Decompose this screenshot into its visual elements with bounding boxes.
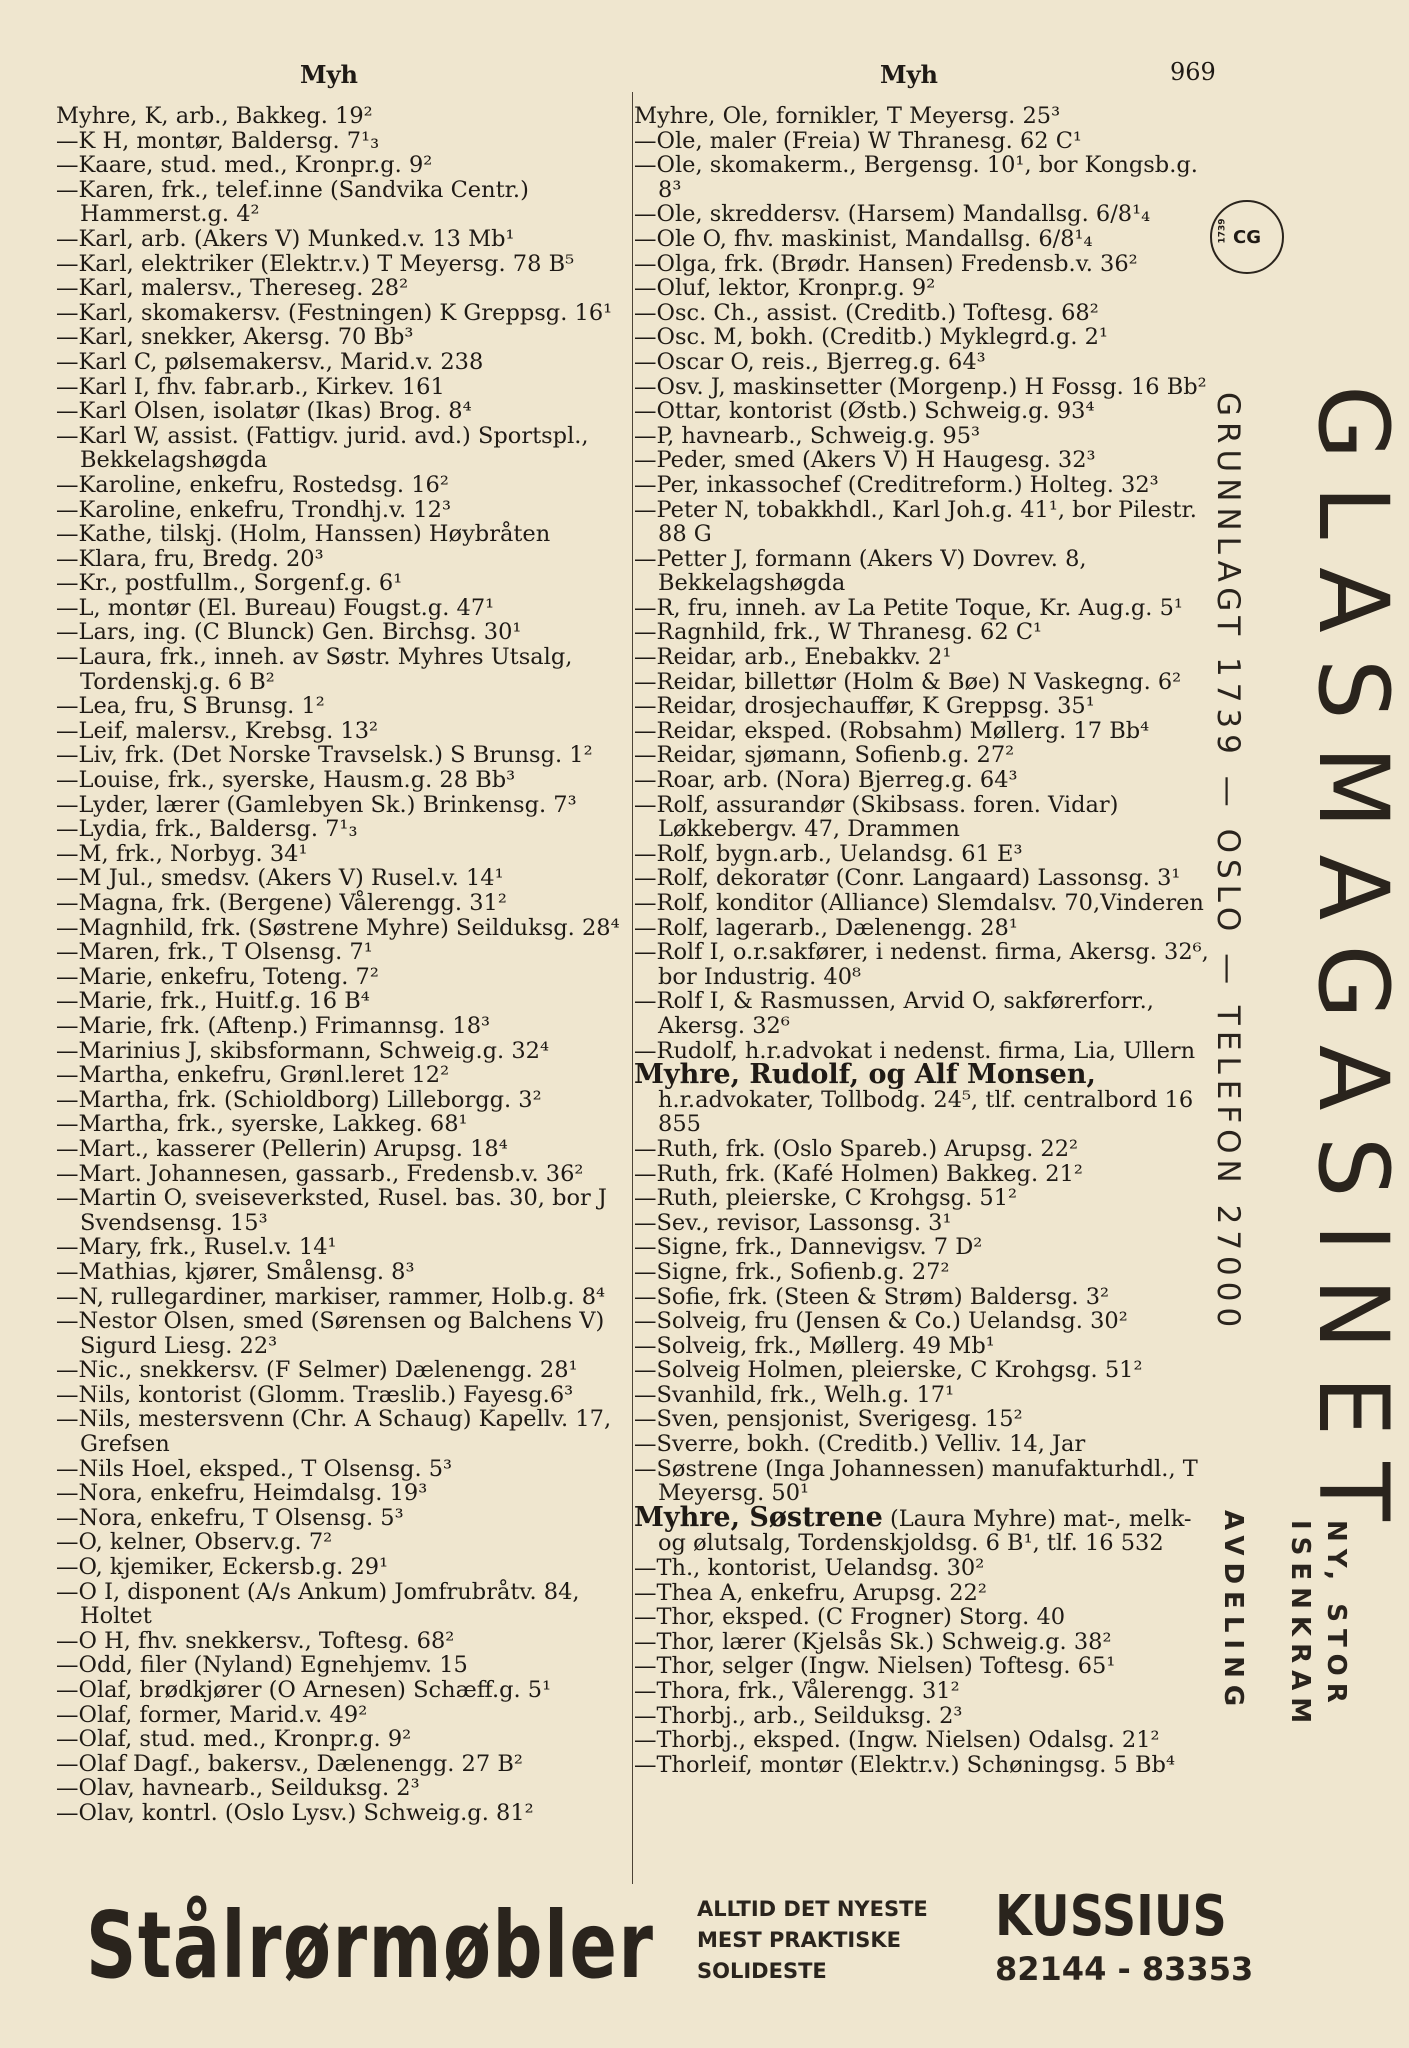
extra-2: AVDELING [1218, 1510, 1248, 1714]
directory-entry: —R, fru, inneh. av La Petite Toque, Kr. Aug.g. 5¹ [634, 594, 1183, 621]
directory-entry: —Thorbj., eksped. (Ingw. Nielsen) Odalsg. 21² [634, 1727, 1160, 1754]
directory-entry: —Peter N, tobakkhdl., Karl Joh.g. 41¹, bor Pilestr. 88 G [634, 496, 1197, 548]
ad-tagline-3: SOLIDESTE [697, 1959, 827, 1983]
directory-entry: —Signe, frk., Sofienb.g. 27² [634, 1258, 950, 1285]
directory-entry: —K H, montør, Baldersg. 7¹₃ [56, 127, 380, 154]
directory-entry: —Thora, frk., Vålerengg. 31² [634, 1678, 960, 1704]
directory-entry: —Karoline, enkefru, Trondhj.v. 12³ [56, 496, 451, 523]
directory-entry: —Mart., kasserer (Pellerin) Arupsg. 18⁴ [56, 1135, 508, 1162]
right-column [634, 104, 1210, 1777]
directory-entry: —Nils Hoel, eksped., T Olsensg. 5³ [56, 1455, 453, 1482]
directory-entry: Myhre, K, arb., Bakkeg. 19² [56, 103, 373, 129]
directory-heading: Myhre, Rudolf, og Alf Monsen, [634, 1059, 1096, 1091]
directory-entry: —Ruth, frk. (Kafé Holmen) Bakkeg. 21² [634, 1160, 1083, 1187]
directory-entry: —Ole O, fhv. maskinist, Mandallsg. 6/8¹₄ [634, 225, 1093, 252]
glasmagasinet-extra-2 [1218, 1510, 1248, 1713]
directory-entry: —Karl Olsen, isolatør (Ikas) Brog. 8⁴ [56, 398, 472, 425]
ad-tagline-2: MEST PRAKTISKE [697, 1928, 901, 1952]
directory-entry: —Klara, fru, Bredg. 20³ [56, 545, 324, 572]
directory-entry: —Olaf, former, Marid.v. 49² [56, 1701, 368, 1728]
directory-entry: —Solveig, fru (Jensen & Co.) Uelandsg. 30² [634, 1308, 1128, 1335]
directory-entry: —Ottar, kontorist (Østb.) Schweig.g. 93⁴ [634, 398, 1095, 425]
directory-entry: —Liv, frk. (Det Norske Travselsk.) S Brunsg. 1² [56, 742, 593, 769]
directory-entry: —Mart. Johannesen, gassarb., Fredensb.v. 36² [56, 1160, 584, 1187]
directory-entry: —Rolf, dekoratør (Conr. Langaard) Lassonsg. 3¹ [634, 865, 1181, 892]
glasmagasinet-logo [1210, 200, 1284, 274]
directory-entry: —Ole, skomakerm., Bergensg. 10¹, bor Kongsb.g. 8³ [634, 152, 1198, 203]
directory-entry: —Leif, malersv., Krebsg. 13² [56, 717, 379, 744]
ad-phones: 82144 - 83353 [995, 1950, 1254, 1988]
directory-entry: —Martha, frk., syerske, Lakkeg. 68¹ [56, 1111, 468, 1138]
header-middle: Myh [880, 60, 938, 89]
directory-entry: —Rolf I, & Rasmussen, Arvid O, sakførerforr., Akersg. 32⁶ [634, 988, 1154, 1039]
directory-entry: —Svanhild, frk., Welh.g. 17¹ [634, 1381, 955, 1408]
directory-entry: —Roar, arb. (Nora) Bjerreg.g. 64³ [634, 767, 1018, 794]
directory-entry: —Karl, arb. (Akers V) Munked.v. 13 Mb¹ [56, 225, 515, 252]
directory-entry: —Karl I, fhv. fabr.arb., Kirkev. 161 [56, 373, 445, 400]
directory-entry: —Nora, enkefru, Heimdalsg. 19³ [56, 1480, 428, 1507]
directory-entry: —Louise, frk., syerske, Hausm.g. 28 Bb³ [56, 767, 516, 794]
directory-entry: —Reidar, sjømann, Sofienb.g. 27² [634, 742, 1015, 769]
directory-entry: —Martin O, sveiseverksted, Rusel. bas. 30, bor J Svendsensg. 15³ [56, 1185, 607, 1236]
directory-entry: —Solveig Holmen, pleierske, C Krohgsg. 51² [634, 1357, 1143, 1384]
directory-entry: —Nils, mestersvenn (Chr. A Schaug) Kapellv. 17, Grefsen [56, 1406, 612, 1458]
directory-entry: —Reidar, drosjechauffør, K Greppsg. 35¹ [634, 693, 1095, 720]
directory-entry: —Reidar, arb., Enebakkv. 2¹ [634, 644, 952, 671]
directory-entry: —Olav, havnearb., Seilduksg. 2³ [56, 1775, 420, 1802]
directory-entry: —Lydia, frk., Baldersg. 7¹₃ [56, 816, 358, 843]
directory-entry: —Kaare, stud. med., Kronpr.g. 9² [56, 152, 433, 179]
extra-1b: ISENKRAM [1285, 1520, 1315, 1731]
directory-entry: —Ruth, pleierske, C Krohgsg. 51² [634, 1185, 1018, 1212]
logo-year: 1739 [1217, 218, 1228, 244]
directory-entry: —Rolf I, o.r.sakfører, i nedenst. firma, Akersg. 32⁶, bor Industrig. 40⁸ [634, 939, 1209, 990]
directory-entry: —Per, inkassochef (Creditreform.) Holteg. 32³ [634, 471, 1159, 498]
directory-entry: —Nic., snekkersv. (F Selmer) Dælenengg. 28¹ [56, 1357, 578, 1384]
directory-entry: —Rolf, bygn.arb., Uelandsg. 61 E³ [634, 840, 1023, 867]
directory-entry: —Karen, frk., telef.inne (Sandvika Centr.) Hammerst.g. 4² [56, 176, 529, 228]
directory-entry: —Ole, maler (Freia) W Thranesg. 62 C¹ [634, 127, 1082, 154]
directory-entry: —Karl, elektriker (Elektr.v.) T Meyersg. 78 B⁵ [56, 250, 575, 277]
directory-entry: —O H, fhv. snekkersv., Toftesg. 68² [56, 1627, 455, 1654]
directory-entry: —L, montør (El. Bureau) Fougst.g. 47¹ [56, 594, 495, 621]
directory-entry: —Rolf, assurandør (Skibsass. foren. Vidar) Løkkebergv. 47, Drammen [634, 791, 1119, 843]
directory-entry: —Solveig, frk., Møllerg. 49 Mb¹ [634, 1332, 995, 1359]
directory-entry: —Karl C, pølsemakersv., Marid.v. 238 [56, 348, 484, 375]
directory-entry: —M Jul., smedsv. (Akers V) Rusel.v. 14¹ [56, 865, 504, 892]
directory-entry: —Thorleif, montør (Elektr.v.) Schøningsg. 5 Bb⁴ [634, 1751, 1175, 1778]
directory-entry: —Osc. Ch., assist. (Creditb.) Toftesg. 68² [634, 299, 1099, 326]
directory-entry: —Th., kontorist, Uelandsg. 30² [634, 1555, 985, 1582]
page-number: 969 [1170, 58, 1216, 86]
directory-entry: —Magna, frk. (Bergene) Vålerengg. 31² [56, 890, 507, 916]
directory-entry: —Olaf Dagf., bakersv., Dælenengg. 27 B² [56, 1750, 523, 1777]
ad-headline: Stålrørmøbler [86, 1892, 655, 1999]
directory-entry: —Rolf, lagerarb., Dælenengg. 28¹ [634, 914, 1018, 941]
directory-entry: —Magnhild, frk. (Søstrene Myhre) Seilduksg. 28⁴ [56, 914, 620, 941]
directory-entry: —O, kelner, Observ.g. 7² [56, 1529, 333, 1556]
directory-entry: —O, kjemiker, Eckersb.g. 29¹ [56, 1554, 389, 1581]
directory-entry: —Marinius J, skibsformann, Schweig.g. 32⁴ [56, 1037, 549, 1064]
directory-entry: —Odd, filer (Nyland) Egnehjemv. 15 [56, 1652, 468, 1679]
directory-entry: —Martha, frk. (Schioldborg) Lilleborgg. 3² [56, 1086, 542, 1113]
directory-entry: —Karoline, enkefru, Rostedsg. 16² [56, 471, 449, 498]
entry-lead: Myhre, Søstrene [634, 1501, 883, 1533]
directory-entry: —O I, disponent (A/s Ankum) Jomfrubråtv. 84, Holtet [56, 1578, 580, 1630]
extra-1a: NY, STOR [1321, 1520, 1351, 1710]
directory-entry: —Nestor Olsen, smed (Sørensen og Balchens V) Sigurd Liesg. 22³ [56, 1308, 605, 1359]
directory-entry: —Sev., revisor, Lassonsg. 3¹ [634, 1209, 952, 1236]
directory-entry: —Kathe, tilskj. (Holm, Hanssen) Høybråten [56, 521, 551, 548]
directory-entry: —Ragnhild, frk., W Thranesg. 62 C¹ [634, 619, 1043, 646]
directory-entry: —Peder, smed (Akers V) H Haugesg. 32³ [634, 447, 1096, 474]
glasmagasinet-brand: GLASMAGASINET [1297, 385, 1409, 1547]
directory-entry: —M, frk., Norbyg. 34¹ [56, 840, 308, 867]
directory-entry: —Olaf, brødkjører (O Arnesen) Schæff.g. 5¹ [56, 1677, 552, 1703]
directory-entry: —Reidar, eksped. (Robsahm) Møllerg. 17 Bb⁴ [634, 717, 1150, 744]
directory-entry: —Sverre, bokh. (Creditb.) Velliv. 14, Jar [634, 1431, 1086, 1458]
logo-text: CG [1233, 226, 1261, 248]
directory-entry: —Kr., postfullm., Sorgenf.g. 6¹ [56, 570, 403, 597]
ad-tagline-1: ALLTID DET NYESTE [697, 1897, 928, 1921]
directory-entry: —Oluf, lektor, Kronpr.g. 9² [634, 275, 936, 302]
directory-entry: —Martha, enkefru, Grønl.leret 12² [56, 1062, 450, 1089]
directory-entry: —Olga, frk. (Brødr. Hansen) Fredensb.v. 36² [634, 250, 1138, 277]
directory-entry: —Sofie, frk. (Steen & Strøm) Baldersg. 3² [634, 1283, 1110, 1310]
ad-taglines [697, 1894, 928, 1987]
directory-entry: —Søstrene (Inga Johannessen) manufakturhdl., T Meyersg. 50¹ [634, 1455, 1198, 1507]
directory-entry: —Oscar O, reis., Bjerreg.g. 64³ [634, 348, 986, 375]
directory-entry: h.r.advokater, Tollbodg. 24⁵, tlf. centralbord 16 855 [658, 1086, 1194, 1138]
directory-entry: —Lyder, lærer (Gamlebyen Sk.) Brinkensg. 7³ [56, 791, 577, 818]
directory-entry: —Karl, skomakersv. (Festningen) K Greppsg. 16¹ [56, 299, 613, 326]
directory-entry: —Karl, malersv., Thereseg. 28² [56, 275, 409, 302]
directory-entry: —Signe, frk., Dannevigsv. 7 D² [634, 1234, 983, 1261]
directory-entry: —Karl, snekker, Akersg. 70 Bb³ [56, 324, 414, 351]
directory-entry: —P, havnearb., Schweig.g. 95³ [634, 422, 981, 449]
directory-entry: —Osc. M, bokh. (Creditb.) Myklegrd.g. 2¹ [634, 324, 1108, 351]
directory-entry: —Marie, frk. (Aftenp.) Frimannsg. 18³ [56, 1012, 491, 1039]
directory-entry: —Sven, pensjonist, Sverigesg. 15² [634, 1406, 1023, 1433]
directory-entry: —N, rullegardiner, markiser, rammer, Holb.g. 8⁴ [56, 1283, 606, 1310]
directory-entry: —Osv. J, maskinsetter (Morgenp.) H Fossg. 16 Bb² [634, 373, 1207, 400]
directory-entry: —Marie, enkefru, Toteng. 7² [56, 963, 379, 990]
directory-entry: —Marie, frk., Huitf.g. 16 B⁴ [56, 988, 370, 1015]
directory-entry: —Thorbj., arb., Seilduksg. 2³ [634, 1702, 963, 1729]
header-left: Myh [300, 60, 358, 89]
directory-entry: —Nils, kontorist (Glomm. Træslib.) Fayesg.6³ [56, 1381, 574, 1408]
directory-entry: —Ole, skreddersv. (Harsem) Mandallsg. 6/8¹₄ [634, 201, 1151, 228]
directory-entry: —Olav, kontrl. (Oslo Lysv.) Schweig.g. 81² [56, 1799, 534, 1826]
directory-entry: —Lea, fru, S Brunsg. 1² [56, 693, 325, 720]
directory-entry: —Rolf, konditor (Alliance) Slemdalsv. 70,Vinderen [634, 890, 1204, 916]
directory-entry: —Thor, selger (Ingw. Nielsen) Toftesg. 65¹ [634, 1653, 1116, 1680]
directory-entry: —Rudolf, h.r.advokat i nedenst. firma, Lia, Ullern [634, 1037, 1196, 1064]
left-column [56, 104, 634, 1826]
directory-entry: Myhre, Ole, fornikler, T Meyersg. 25³ [634, 103, 1061, 129]
directory-entry: —Petter J, formann (Akers V) Dovrev. 8, Bekkelagshøgda [634, 545, 1087, 597]
directory-entry: —Mathias, kjører, Smålensg. 8³ [56, 1258, 415, 1285]
directory-entry: —Thea A, enkefru, Arupsg. 22² [634, 1579, 987, 1606]
directory-entry: —Nora, enkefru, T Olsensg. 5³ [56, 1504, 404, 1531]
directory-entry: —Mary, frk., Rusel.v. 14¹ [56, 1234, 337, 1261]
glasmagasinet-extra-1 [1285, 1520, 1351, 1730]
directory-entry: —Ruth, frk. (Oslo Spareb.) Arupsg. 22² [634, 1135, 1079, 1162]
directory-entry: —Reidar, billettør (Holm & Bøe) N Vaskegng. 6² [634, 668, 1182, 695]
column-divider [632, 92, 633, 1884]
directory-entry: —Thor, eksped. (C Frogner) Storg. 40 [634, 1604, 1066, 1631]
directory-entry: —Thor, lærer (Kjelsås Sk.) Schweig.g. 38² [634, 1628, 1112, 1655]
directory-entry: Myhre, Søstrene (Laura Myhre) mat-, melk- og ølutsalg, Tordenskjoldsg. 6 B¹, tlf. 16 532 [634, 1501, 1192, 1557]
directory-entry: —Lars, ing. (C Blunck) Gen. Birchsg. 30¹ [56, 619, 522, 646]
glasmagasinet-subline: GRUNNLAGT 1739 — OSLO — TELEFON 27000 [1210, 392, 1246, 1334]
directory-entry: —Olaf, stud. med., Kronpr.g. 9² [56, 1726, 412, 1753]
ad-brand: KUSSIUS [995, 1884, 1227, 1949]
directory-entry: —Maren, frk., T Olsensg. 7¹ [56, 939, 373, 966]
directory-entry: —Karl W, assist. (Fattigv. jurid. avd.) Sportspl., Bekkelagshøgda [56, 422, 589, 474]
directory-entry: —Laura, frk., inneh. av Søstr. Myhres Utsalg, Tordenskj.g. 6 B² [56, 644, 573, 695]
